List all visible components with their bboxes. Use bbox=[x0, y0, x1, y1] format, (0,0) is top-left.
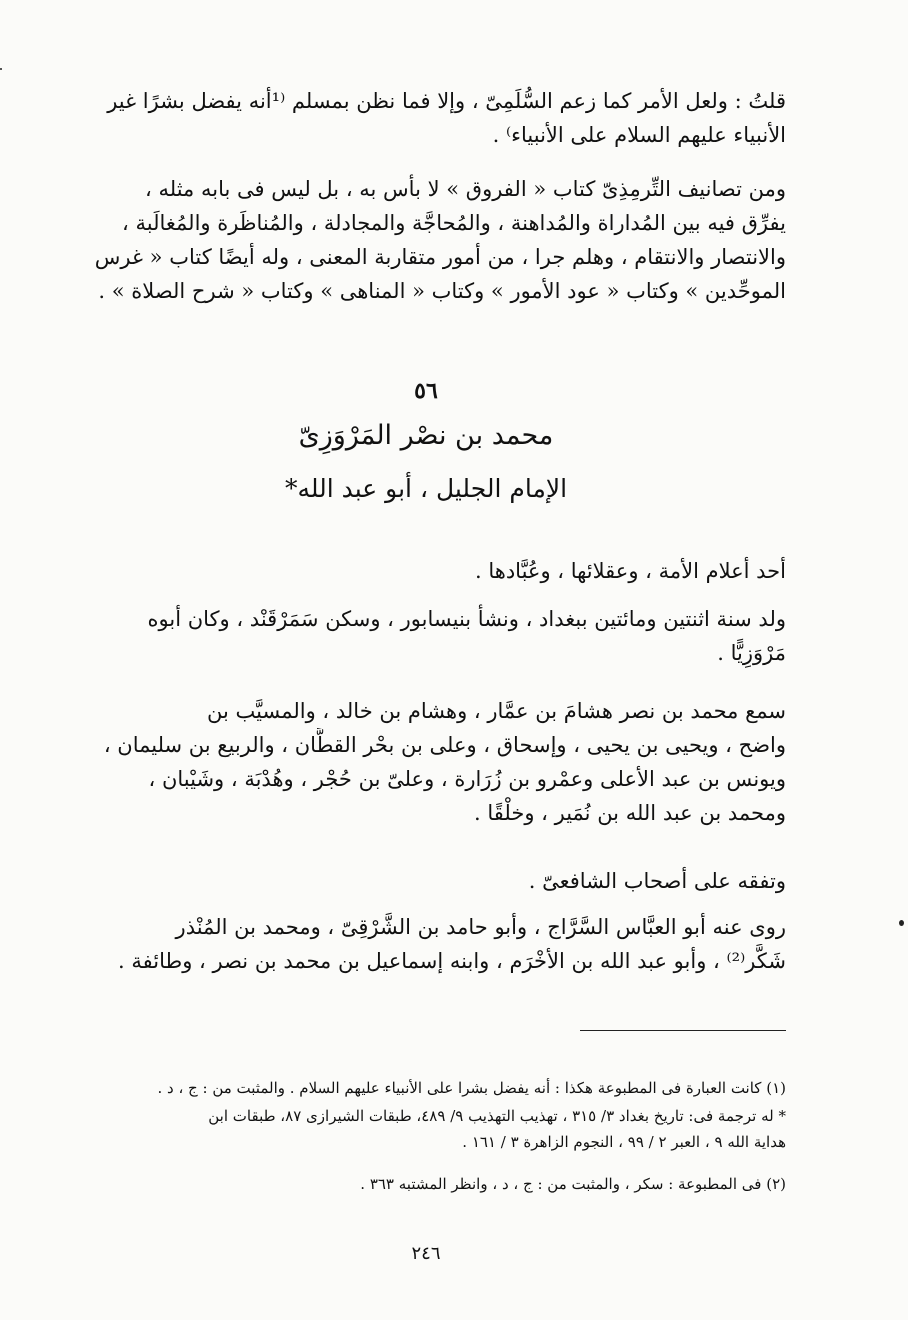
page-number: ٢٤٦ bbox=[411, 1243, 441, 1264]
text-line: يفرِّق فيه بين المُداراة والمُداهنة ، والمُحاجَّة والمجادلة ، والمُناظَرة والمُغالَبة ، bbox=[122, 211, 786, 235]
entry-number: ٥٦ bbox=[414, 378, 438, 404]
text-line: والانتصار والانتقام ، وهلم جرا ، من أمور متقاربة المعنى ، وله أيضًا كتاب « غرس bbox=[94, 245, 786, 269]
text-line: وتفقه على أصحاب الشافعىّ . bbox=[528, 869, 786, 893]
text-line: واضح ، ويحيى بن يحيى ، وإسحاق ، وعلى بن بحْر القطَّان ، والربيع بن سليمان ، bbox=[103, 733, 786, 757]
scan-mark bbox=[899, 920, 904, 926]
paragraph-2 bbox=[66, 172, 786, 308]
text-line: روى عنه أبو العبَّاس السَّرَّاج ، وأبو حامد بن الشَّرْقِىّ ، ومحمد بن المُنْذر bbox=[175, 915, 786, 939]
text-line: ومن تصانيف التِّرمِذِىّ كتاب « الفروق » لا بأس به ، بل ليس فى بابه مثله ، bbox=[145, 177, 786, 201]
footnote-star-continued: هداية الله ٩ ، العبر ٢ / ٩٩ ، النجوم الزاهرة ٣ / ١٦١ . bbox=[462, 1133, 786, 1151]
footnote-1: (١) كانت العبارة فى المطبوعة هكذا : أنه يفضل بشرا على الأنبياء عليهم السلام . والمثبت من : ج ، د . bbox=[157, 1079, 786, 1097]
text-line: الموحِّدين » وكتاب « عود الأمور » وكتاب « المناهى » وكتاب « شرح الصلاة » . bbox=[98, 279, 786, 303]
text-line: الأنبياء عليهم السلام على الأنبياء⁾ . bbox=[492, 123, 786, 147]
footnote-2: (٢) فى المطبوعة : سكر ، والمثبت من : ج ، د ، وانظر المشتبه ٣٦٣ . bbox=[360, 1175, 786, 1193]
entry-title: محمد بن نصْر المَرْوَزِىّ bbox=[298, 420, 554, 451]
text-line: قلتُ : ولعل الأمر كما زعم السُّلَمِىّ ، وإلا فما نظن بمسلم ⁽¹أنه يفضل بشرًا غير bbox=[107, 89, 786, 113]
scan-mark bbox=[0, 68, 2, 70]
paragraph-4 bbox=[66, 602, 786, 670]
text-line: مَرْوَزِيًّا . bbox=[717, 641, 786, 665]
footnote-star: * له ترجمة فى: تاريخ بغداد ٣/ ٣١٥ ، تهذيب التهذيب ٩/ ٤٨٩، طبقات الشيرازى ٨٧، طبقات ابن bbox=[208, 1107, 786, 1125]
paragraph-5 bbox=[66, 694, 786, 830]
text-line: ومحمد بن عبد الله بن نُمَير ، وخلْقًا . bbox=[474, 801, 786, 825]
paragraph-6 bbox=[66, 864, 786, 898]
paragraph-7 bbox=[66, 910, 786, 978]
footnote-divider bbox=[580, 1030, 786, 1031]
text-line: شَكَّر⁽²⁾ ، وأبو عبد الله بن الأخْرَم ، وابنه إسماعيل بن محمد بن نصر ، وطائفة . bbox=[118, 949, 786, 973]
text-line: سمع محمد بن نصر هشامَ بن عمَّار ، وهشام بن خالد ، والمسيَّب بن bbox=[207, 699, 786, 723]
text-line: ولد سنة اثنتين ومائتين ببغداد ، ونشأ بنيسابور ، وسكن سَمَرْقَنْد ، وكان أبوه bbox=[147, 607, 786, 631]
text-line: أحد أعلام الأمة ، وعقلائها ، وعُبَّادها . bbox=[475, 559, 786, 583]
text-line: ويونس بن عبد الأعلى وعمْرو بن زُرَارة ، وعلىّ بن حُجْر ، وهُدْبَة ، وشَيْبان ، bbox=[148, 767, 786, 791]
entry-subtitle: الإمام الجليل ، أبو عبد الله* bbox=[284, 474, 568, 503]
paragraph-3 bbox=[66, 554, 786, 588]
paragraph-1 bbox=[66, 84, 786, 152]
